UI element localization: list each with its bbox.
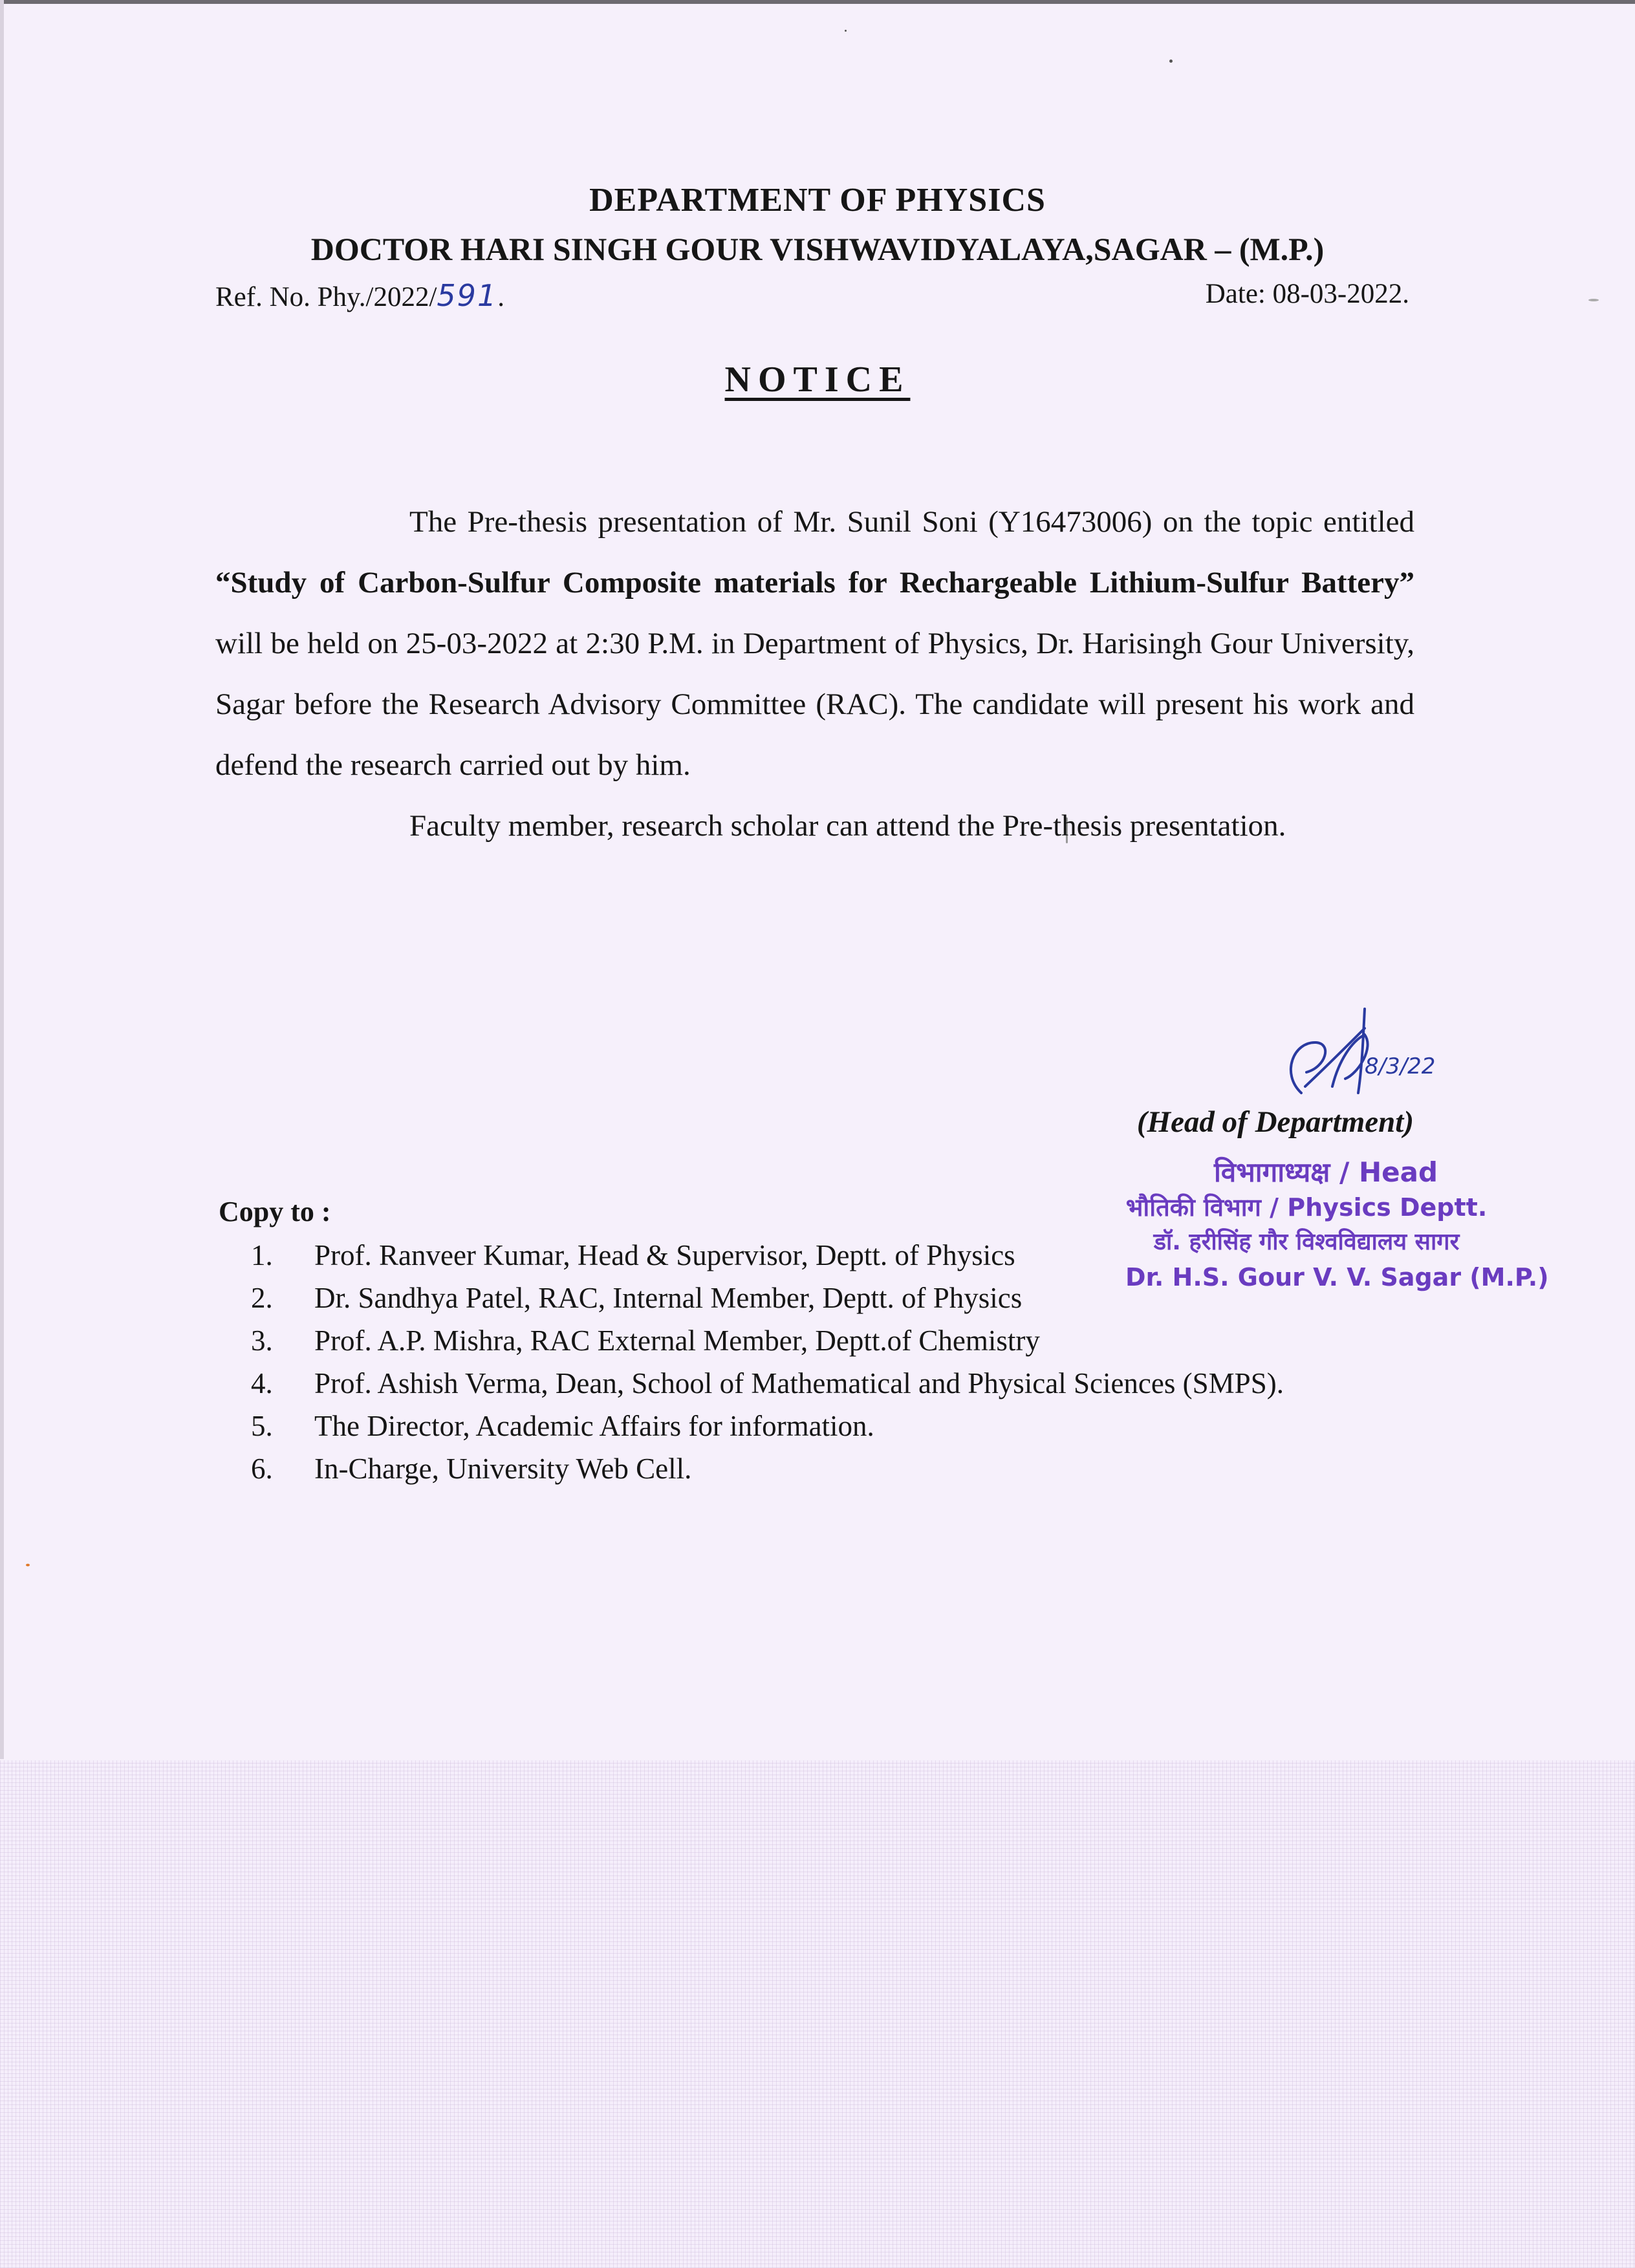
department-title: DEPARTMENT OF PHYSICS [589,182,1046,219]
stamp-line-4: Dr. H.S. Gour V. V. Sagar (M.P.) [1125,1263,1549,1291]
reference-handwritten-number: 591 [437,278,498,313]
list-item [251,1362,1284,1405]
list-item-text: Prof. A.P. Mishra, RAC External Member, Deptt.of Chemistry [314,1324,1040,1357]
scan-speck [1169,59,1173,63]
list-item [251,1447,1284,1490]
copy-to-list [251,1234,1284,1490]
list-item-text: Prof. Ashish Verma, Dean, School of Mathematical and Physical Sciences (SMPS). [314,1367,1284,1399]
list-item [251,1319,1284,1362]
paragraph-1-details: will be held on 25-03-2022 at 2:30 P.M. in Department of Physics, Dr. Harisingh Gour University, Sagar before the Research Advisory Committee (RAC). The candidate will present his work and defend the research carried out by him. [215,627,1414,782]
list-item-number: 4. [251,1367,273,1399]
paragraph-1-intro: The Pre-thesis presentation of Mr. Sunil Soni (Y16473006) on the topic entitled [409,505,1414,539]
handwritten-signature [1268,996,1436,1112]
notice-heading: NOTICE [724,360,911,400]
list-item-number: 2. [251,1282,273,1314]
scan-background-area [0,1760,1635,2268]
signature-date: 8/3/22 [1365,1053,1436,1079]
list-item [251,1234,1284,1277]
list-item-number: 6. [251,1453,273,1485]
scan-speck [845,30,847,32]
list-item-number: 3. [251,1324,273,1357]
notice-paragraph-2: Faculty member, research scholar can attend the Pre-thesis presentation. [409,809,1286,843]
notice-body [215,491,1414,856]
list-item-text: In-Charge, University Web Cell. [314,1453,692,1485]
list-item [251,1405,1284,1447]
head-of-department-label: (Head of Department) [1136,1105,1414,1139]
copy-to-label: Copy to : [219,1196,331,1227]
reference-suffix: . [497,282,504,312]
scan-speck [1588,299,1599,301]
stamp-line-1: विभागाध्यक्ष / Head [1213,1156,1438,1188]
notice-paragraph-1 [215,491,1414,795]
list-item-number: 1. [251,1239,273,1271]
reference-prefix: Ref. No. Phy./2022/ [215,282,437,312]
list-item-text: The Director, Academic Affairs for information. [314,1410,874,1442]
notice-date: Date: 08-03-2022. [1205,279,1409,309]
scan-speck [26,1564,30,1566]
list-item-text: Prof. Ranveer Kumar, Head & Supervisor, Deptt. of Physics [314,1239,1015,1271]
list-item [251,1277,1284,1319]
scan-edge-top [0,0,1635,4]
list-item-text: Dr. Sandhya Patel, RAC, Internal Member, Deptt. of Physics [314,1282,1023,1314]
list-item-number: 5. [251,1410,273,1442]
university-title: DOCTOR HARI SINGH GOUR VISHWAVIDYALAYA,SAGAR – (M.P.) [310,231,1325,267]
stamp-line-2: भौतिकी विभाग / Physics Deptt. [1125,1193,1488,1222]
thesis-topic: “Study of Carbon-Sulfur Composite materials for Rechargeable Lithium-Sulfur Battery” [215,566,1414,599]
stamp-line-3: डॉ. हरीसिंह गौर विश्वविद्यालय सागर [1153,1229,1460,1255]
reference-number [215,278,504,313]
